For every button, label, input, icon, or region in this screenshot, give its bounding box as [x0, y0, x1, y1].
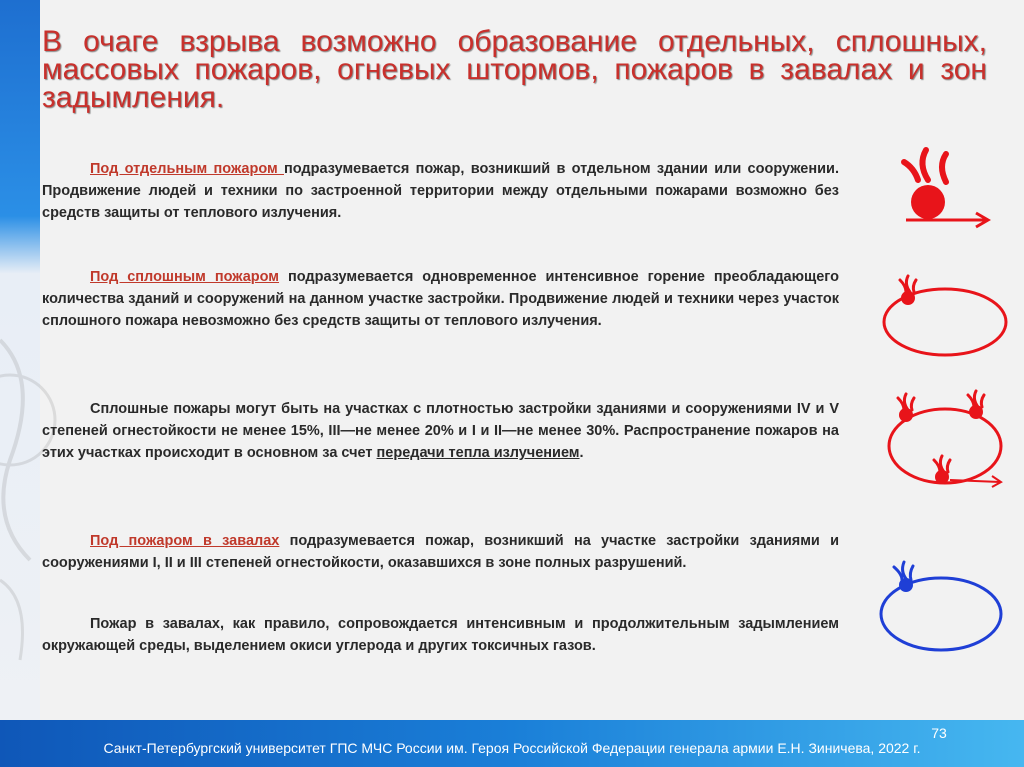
term-debris-fire: Под пожаром в завалах [90, 533, 280, 549]
term-single-fire: Под отдельным пожаром [90, 161, 284, 177]
term-continuous-fire: Под сплошным пожаром [90, 269, 280, 285]
paragraph-debris-fire [42, 530, 839, 574]
text-smoke: Пожар в завалах, как правило, сопровождается интенсивным и продолжительным задымлением окружающей среды, выделением окиси углерода и других токсичных газов. [42, 616, 839, 654]
single-fire-icon [904, 150, 988, 227]
text-density: Сплошные пожары могут быть на участках с плотностью застройки зданиями и сооружениями IV и V степеней огнестойкости не менее 15%, III—не менее 20% и I и II—не менее 30%. Распространение пожаров на этих участках происходит в основном за счет [42, 401, 839, 461]
paragraph-smoke [42, 613, 839, 657]
text-single-fire: подразумевается пожар, возникший в отдельном здании или сооружении. Продвижение людей и техники по застроенной территории между отдельными пожарами возможно без средств защиты от теплового излучения. [42, 161, 839, 221]
text-radiation: передачи тепла излучением [376, 445, 580, 461]
continuous-fire-icon [884, 276, 1006, 355]
footer-text: Санкт-Петербургский университет ГПС МЧС России им. Героя Российской Федерации генерала армии Е.Н. Зиничева, 2022 г. [103, 740, 921, 756]
page-number: 73 [931, 725, 947, 741]
debris-fire-icon [881, 562, 1001, 650]
text-continuous-fire: подразумевается одновременное интенсивное горение преобладающего количества зданий и сооружений на данном участке застройки. Продвижение людей и техники через участок сплошного пожара невозможно без средств защиты от теплового излучения. [42, 269, 839, 329]
fire-type-icons [870, 140, 1020, 660]
mass-fire-icon [889, 391, 1001, 487]
text-debris-fire: подразумевается пожар, возникший на участке застройки зданиями и сооружениями I, II и III степеней огнестойкости, оказавшихся в зоне полных разрушений. [42, 533, 839, 571]
paragraph-density [42, 398, 839, 464]
text-density-end: . [579, 445, 584, 461]
slide-title: В очаге взрыва возможно образование отдельных, сплошных, массовых пожаров, огневых штормов, пожаров в завалах и зон задымления. [42, 25, 987, 114]
paragraph-single-fire [42, 158, 839, 224]
paragraph-continuous-fire [42, 266, 839, 332]
